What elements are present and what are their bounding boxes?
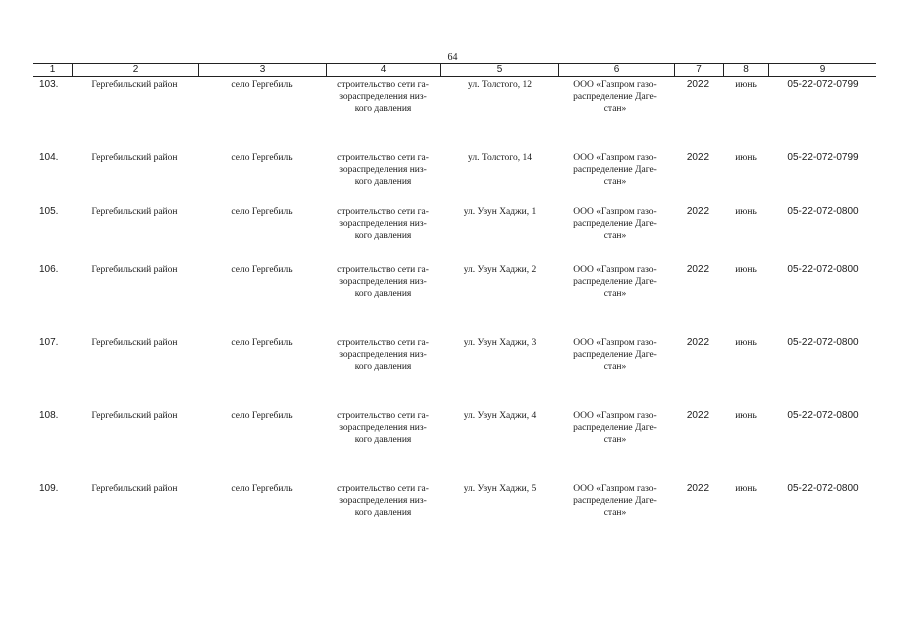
organization-cell [560, 79, 670, 115]
organization-cell [560, 206, 670, 242]
district-cell: Гергебильский район [91, 265, 178, 275]
year-cell: 2022 [686, 264, 710, 275]
district-cell: Гергебильский район [91, 80, 178, 90]
district-cell: Гергебильский район [91, 484, 178, 494]
organization-line: распределение Даге- [573, 277, 657, 287]
organization-line: ООО «Газпром газо- [573, 153, 657, 163]
month-cell: июнь [735, 207, 757, 217]
work-description-line: зораспределения низ- [339, 165, 427, 175]
village-cell: село Гергебиль [231, 207, 293, 217]
work-description-line: кого давления [354, 104, 412, 114]
row-number: 107. [39, 337, 59, 348]
work-description-line: строительство сети га- [337, 265, 429, 275]
year-cell: 2022 [686, 206, 710, 217]
year-cell: 2022 [686, 337, 710, 348]
header-cell-9: 9 [768, 64, 876, 76]
work-description-line: строительство сети га- [337, 484, 429, 494]
organization-line: ООО «Газпром газо- [573, 80, 657, 90]
organization-cell [560, 483, 670, 519]
organization-line: ООО «Газпром газо- [573, 484, 657, 494]
header-cell-2: 2 [72, 64, 198, 76]
organization-line: распределение Даге- [573, 496, 657, 506]
work-description-line: зораспределения низ- [339, 219, 427, 229]
row-number: 109. [39, 483, 59, 494]
code-cell: 05-22-072-0799 [787, 79, 859, 90]
address-cell: ул. Узун Хаджи, 3 [463, 338, 537, 348]
work-description-line: кого давления [354, 435, 412, 445]
district-cell: Гергебильский район [91, 411, 178, 421]
code-cell: 05-22-072-0800 [787, 206, 859, 217]
code-cell: 05-22-072-0800 [787, 410, 859, 421]
district-cell: Гергебильский район [91, 207, 178, 217]
organization-line: стан» [603, 435, 627, 445]
work-description-cell [328, 410, 438, 446]
organization-line: стан» [603, 177, 627, 187]
village-cell: село Гергебиль [231, 484, 293, 494]
organization-cell [560, 264, 670, 300]
work-description-line: строительство сети га- [337, 207, 429, 217]
village-cell: село Гергебиль [231, 411, 293, 421]
page-number: 64 [447, 52, 458, 63]
organization-line: распределение Даге- [573, 165, 657, 175]
address-cell: ул. Узун Хаджи, 4 [463, 411, 537, 421]
row-number: 103. [39, 79, 59, 90]
month-cell: июнь [735, 265, 757, 275]
code-cell: 05-22-072-0800 [787, 483, 859, 494]
village-cell: село Гергебиль [231, 80, 293, 90]
work-description-line: строительство сети га- [337, 411, 429, 421]
address-cell: ул. Толстого, 12 [468, 80, 532, 90]
address-cell: ул. Толстого, 14 [468, 153, 532, 163]
district-cell: Гергебильский район [91, 153, 178, 163]
organization-cell [560, 152, 670, 188]
header-cell-7: 7 [674, 64, 723, 76]
work-description-line: зораспределения низ- [339, 350, 427, 360]
work-description-cell [328, 337, 438, 373]
address-cell: ул. Узун Хаджи, 5 [463, 484, 537, 494]
work-description-line: зораспределения низ- [339, 496, 427, 506]
work-description-cell [328, 264, 438, 300]
village-cell: село Гергебиль [231, 265, 293, 275]
village-cell: село Гергебиль [231, 153, 293, 163]
table-row [0, 483, 905, 553]
year-cell: 2022 [686, 79, 710, 90]
header-cell-5: 5 [440, 64, 558, 76]
work-description-line: зораспределения низ- [339, 277, 427, 287]
year-cell: 2022 [686, 410, 710, 421]
table-row [0, 410, 905, 480]
organization-cell [560, 337, 670, 373]
header-cell-3: 3 [198, 64, 326, 76]
organization-line: распределение Даге- [573, 92, 657, 102]
header-cell-1: 1 [49, 64, 56, 75]
organization-line: распределение Даге- [573, 219, 657, 229]
work-description-cell [328, 152, 438, 188]
row-number: 104. [39, 152, 59, 163]
month-cell: июнь [735, 153, 757, 163]
month-cell: июнь [735, 411, 757, 421]
month-cell: июнь [735, 484, 757, 494]
village-cell: село Гергебиль [231, 338, 293, 348]
address-cell: ул. Узун Хаджи, 2 [463, 265, 537, 275]
year-cell: 2022 [686, 152, 710, 163]
year-cell: 2022 [686, 483, 710, 494]
organization-line: стан» [603, 104, 627, 114]
organization-line: ООО «Газпром газо- [573, 338, 657, 348]
header-cell-6: 6 [558, 64, 674, 76]
work-description-line: кого давления [354, 177, 412, 187]
table-header-row [33, 63, 876, 77]
table-row [0, 264, 905, 334]
work-description-line: строительство сети га- [337, 153, 429, 163]
work-description-line: кого давления [354, 508, 412, 518]
header-cell-4: 4 [326, 64, 440, 76]
code-cell: 05-22-072-0800 [787, 264, 859, 275]
work-description-line: кого давления [354, 362, 412, 372]
organization-line: ООО «Газпром газо- [573, 411, 657, 421]
work-description-line: кого давления [354, 289, 412, 299]
organization-line: ООО «Газпром газо- [573, 207, 657, 217]
work-description-line: зораспределения низ- [339, 92, 427, 102]
work-description-line: строительство сети га- [337, 338, 429, 348]
row-number: 108. [39, 410, 59, 421]
organization-line: стан» [603, 362, 627, 372]
district-cell: Гергебильский район [91, 338, 178, 348]
table-row [0, 337, 905, 407]
work-description-cell [328, 79, 438, 115]
organization-line: ООО «Газпром газо- [573, 265, 657, 275]
organization-line: стан» [603, 231, 627, 241]
header-cell-8: 8 [723, 64, 768, 76]
organization-cell [560, 410, 670, 446]
organization-line: стан» [603, 508, 627, 518]
month-cell: июнь [735, 338, 757, 348]
month-cell: июнь [735, 80, 757, 90]
work-description-line: зораспределения низ- [339, 423, 427, 433]
code-cell: 05-22-072-0800 [787, 337, 859, 348]
table-row [0, 79, 905, 149]
work-description-cell [328, 483, 438, 519]
work-description-line: кого давления [354, 231, 412, 241]
code-cell: 05-22-072-0799 [787, 152, 859, 163]
organization-line: стан» [603, 289, 627, 299]
work-description-cell [328, 206, 438, 242]
row-number: 106. [39, 264, 59, 275]
work-description-line: строительство сети га- [337, 80, 429, 90]
address-cell: ул. Узун Хаджи, 1 [463, 207, 537, 217]
organization-line: распределение Даге- [573, 423, 657, 433]
row-number: 105. [39, 206, 59, 217]
organization-line: распределение Даге- [573, 350, 657, 360]
